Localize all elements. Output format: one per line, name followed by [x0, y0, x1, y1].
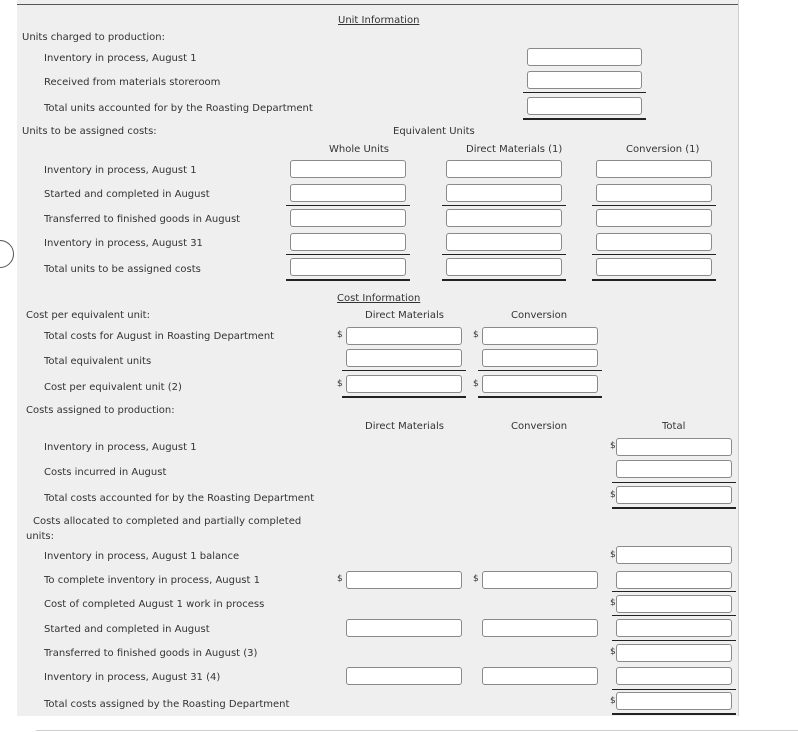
dm-total-input[interactable] [446, 258, 562, 276]
dollar-sign: $ [337, 574, 343, 584]
col-conversion: Conversion (1) [626, 144, 700, 155]
dollar-sign: $ [610, 598, 616, 608]
sum-line [612, 640, 736, 641]
dm-total-costs-input[interactable] [346, 327, 462, 345]
whole-inv-aug31-input[interactable] [290, 233, 406, 251]
total-to-complete-input[interactable] [616, 571, 732, 589]
sum-line [612, 591, 736, 592]
col-total: Total [662, 421, 686, 432]
dollar-sign: $ [473, 379, 479, 389]
sum-line [478, 370, 602, 371]
whole-total-input[interactable] [290, 258, 406, 276]
sum-line [612, 689, 736, 690]
row-label: Cost of completed August 1 work in process [44, 599, 265, 610]
dm-started-cost-input[interactable] [346, 619, 462, 637]
total-started-cost-input[interactable] [616, 619, 732, 637]
conv-total-costs-input[interactable] [482, 327, 598, 345]
dollar-sign: $ [610, 550, 616, 560]
row-label: To complete inventory in process, August 1 [44, 575, 260, 586]
cost-information-title: Cost Information [337, 293, 421, 304]
unit-information-title: Unit Information [338, 15, 420, 26]
double-line [286, 279, 410, 281]
units-total-accounted-input[interactable] [527, 97, 642, 115]
total-inv-bal-input[interactable] [616, 546, 732, 564]
sum-line [342, 370, 466, 371]
sum-line [442, 254, 566, 255]
row-label: Received from materials storeroom [44, 77, 221, 88]
top-border [17, 4, 738, 5]
dollar-sign: $ [610, 441, 616, 451]
row-label: Total units accounted for by the Roasting Department [44, 103, 313, 114]
conv-inv-aug31-input[interactable] [596, 233, 712, 251]
double-line [612, 507, 736, 509]
row-label: Inventory in process, August 31 (4) [44, 672, 221, 683]
total-cost-completed-input[interactable] [616, 595, 732, 613]
row-label: Inventory in process, August 1 [44, 165, 197, 176]
col-whole-units: Whole Units [329, 144, 390, 155]
sum-line [592, 254, 716, 255]
sum-line [592, 205, 716, 206]
cpe-header: Cost per equivalent unit: [26, 310, 150, 321]
equivalent-units-header: Equivalent Units [393, 126, 475, 137]
dm-transferred-input[interactable] [446, 209, 562, 227]
row-label: Transferred to finished goods in August [44, 214, 241, 225]
col-direct-materials: Direct Materials (1) [466, 144, 563, 155]
row-label: Inventory in process, August 1 [44, 53, 197, 64]
sum-line [442, 205, 566, 206]
row-label: Total units to be assigned costs [44, 264, 201, 275]
conv-cpe-input[interactable] [482, 375, 598, 393]
conv-total-eq-input[interactable] [482, 349, 598, 367]
allocated-header-cont: units: [26, 531, 54, 542]
row-label: Transferred to finished goods in August (3) [44, 648, 258, 659]
total-inv-aug31-cost-input[interactable] [616, 667, 732, 685]
row-label: Total equivalent units [44, 356, 152, 367]
costs-assigned-header: Costs assigned to production: [26, 405, 175, 416]
dm-inv-aug31-cost-input[interactable] [346, 667, 462, 685]
units-received-input[interactable] [527, 71, 642, 89]
units-assigned-header: Units to be assigned costs: [22, 126, 157, 137]
row-label: Started and completed in August [44, 624, 210, 635]
conv-transferred-input[interactable] [596, 209, 712, 227]
conv-started-input[interactable] [596, 184, 712, 202]
whole-started-input[interactable] [290, 184, 406, 202]
row-label: Inventory in process, August 31 [44, 238, 203, 249]
row-label: Total costs assigned by the Roasting Department [44, 699, 290, 710]
row-label: Inventory in process, August 1 balance [44, 551, 240, 562]
dollar-sign: $ [337, 330, 343, 340]
conv-inv-aug1-input[interactable] [596, 160, 712, 178]
col-direct-materials: Direct Materials [365, 421, 444, 432]
double-line [342, 396, 466, 398]
row-label: Started and completed in August [44, 189, 210, 200]
total-costs-accounted-input[interactable] [616, 486, 732, 504]
whole-inv-aug1-input[interactable] [290, 160, 406, 178]
dm-inv-aug1-input[interactable] [446, 160, 562, 178]
allocated-header: Costs allocated to completed and partially completed [33, 516, 302, 527]
row-label: Cost per equivalent unit (2) [44, 382, 182, 393]
row-label: Total costs accounted for by the Roasting Department [44, 493, 315, 504]
conv-to-complete-input[interactable] [482, 571, 598, 589]
sum-line [612, 482, 736, 483]
col-conversion: Conversion [511, 310, 568, 321]
conv-total-input[interactable] [596, 258, 712, 276]
dm-to-complete-input[interactable] [346, 571, 462, 589]
dollar-sign: $ [610, 490, 616, 500]
dollar-sign: $ [337, 379, 343, 389]
col-direct-materials: Direct Materials [365, 310, 444, 321]
total-transferred-cost-input[interactable] [616, 644, 732, 662]
side-circle-control[interactable] [0, 240, 14, 268]
double-line [442, 279, 566, 281]
sum-line [286, 205, 410, 206]
dollar-sign: $ [610, 647, 616, 657]
double-line [523, 118, 646, 120]
whole-transferred-input[interactable] [290, 209, 406, 227]
dm-total-eq-input[interactable] [346, 349, 462, 367]
total-incurred-input[interactable] [616, 460, 732, 478]
total-inv-aug1-input[interactable] [616, 438, 732, 456]
dollar-sign: $ [473, 574, 479, 584]
double-line [592, 279, 716, 281]
bottom-border [36, 730, 798, 731]
sum-line [523, 92, 646, 93]
dollar-sign: $ [473, 330, 479, 340]
units-charged-header: Units charged to production: [22, 32, 165, 43]
total-costs-assigned-input[interactable] [616, 692, 732, 710]
conv-started-cost-input[interactable] [482, 619, 598, 637]
units-inv-aug1-input[interactable] [527, 48, 642, 66]
row-label: Inventory in process, August 1 [44, 442, 197, 453]
sum-line [612, 615, 736, 616]
row-label: Costs incurred in August [44, 467, 167, 478]
col-conversion: Conversion [511, 421, 568, 432]
dollar-sign: $ [610, 696, 616, 706]
dm-cpe-input[interactable] [346, 375, 462, 393]
double-line [612, 713, 736, 715]
double-line [478, 396, 602, 398]
sum-line [286, 254, 410, 255]
dm-started-input[interactable] [446, 184, 562, 202]
row-label: Total costs for August in Roasting Department [44, 331, 275, 342]
conv-inv-aug31-cost-input[interactable] [482, 667, 598, 685]
dm-inv-aug31-input[interactable] [446, 233, 562, 251]
